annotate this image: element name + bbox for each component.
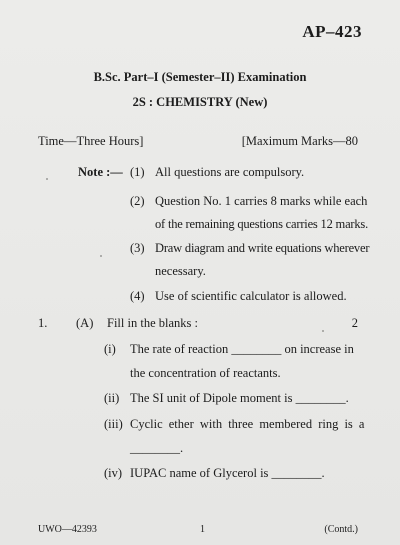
page-number: 1: [200, 524, 205, 535]
question-marks: 2: [351, 316, 358, 330]
note-line: of the remaining questions carries 12 marks.: [155, 217, 369, 231]
note-line: necessary.: [155, 264, 206, 278]
sub-question-line: the concentration of reactants.: [130, 366, 281, 380]
note-number: (2): [130, 194, 145, 208]
footer-code: UWO—42393: [38, 524, 97, 535]
note-number: (1): [130, 165, 145, 179]
question-part: (A): [76, 316, 94, 330]
sub-question-number: (i): [104, 342, 116, 356]
sub-question-line: The rate of reaction ________ on increase in: [130, 342, 354, 356]
sub-question-line: Cyclic ether with three membered ring is a: [130, 417, 365, 431]
scan-speck: [322, 330, 324, 332]
note-label: Note :—: [78, 165, 123, 179]
note-number: (4): [130, 289, 145, 303]
time-allowed: Time—Three Hours]: [38, 134, 144, 148]
scan-speck: [46, 178, 48, 180]
note-line: Question No. 1 carries 8 marks while each: [155, 194, 368, 208]
scan-speck: [100, 255, 102, 257]
note-number: (3): [130, 241, 145, 255]
note-line: Use of scientific calculator is allowed.: [155, 289, 347, 303]
note-line: All questions are compulsory.: [155, 165, 305, 179]
sub-question-number: (iii): [104, 417, 123, 431]
subject-title: 2S : CHEMISTRY (New): [132, 95, 268, 109]
note-line: Draw diagram and write equations wherever: [155, 241, 370, 255]
question-number: 1.: [38, 316, 48, 330]
continued-label: (Contd.): [324, 524, 358, 535]
sub-question-line: The SI unit of Dipole moment is ________.: [130, 391, 349, 405]
paper-code: AP–423: [302, 22, 362, 41]
sub-question-number: (iv): [104, 466, 123, 480]
sub-question-number: (ii): [104, 391, 120, 405]
exam-title: B.Sc. Part–I (Semester–II) Examination: [93, 70, 307, 84]
question-instruction: Fill in the blanks :: [107, 316, 198, 330]
maximum-marks: [Maximum Marks—80: [241, 134, 358, 148]
sub-question-line: ________.: [130, 441, 184, 455]
sub-question-line: IUPAC name of Glycerol is ________.: [130, 466, 325, 480]
